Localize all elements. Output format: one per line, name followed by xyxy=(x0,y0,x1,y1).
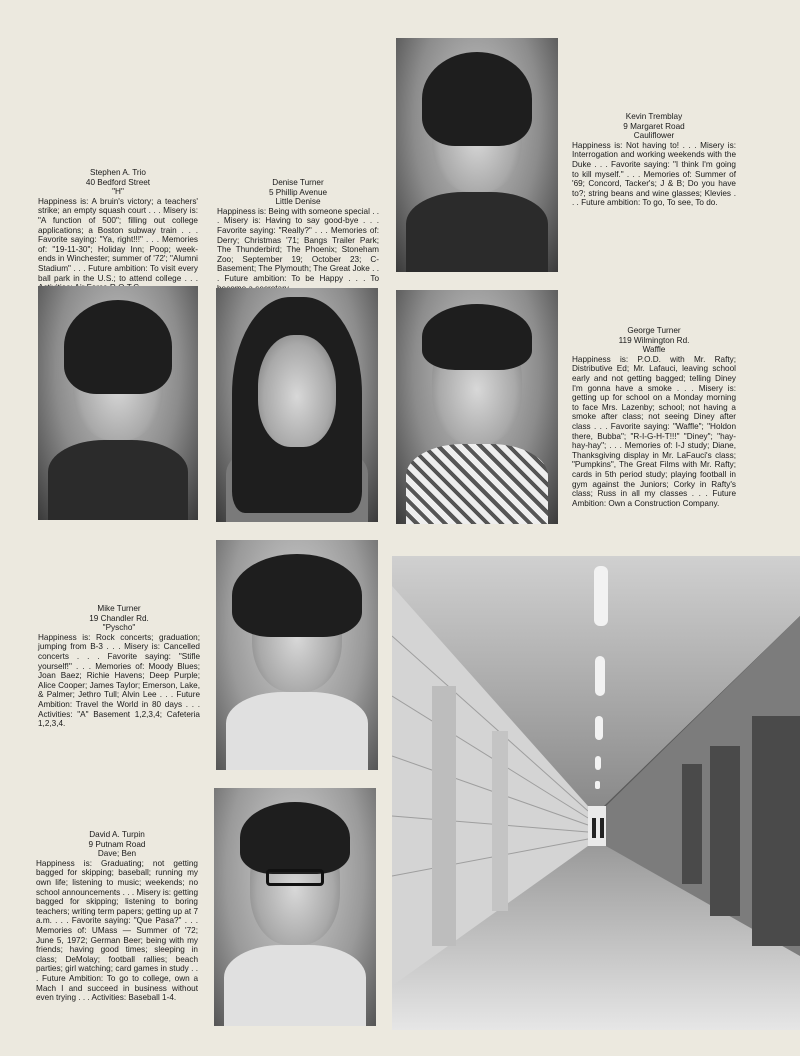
portrait-kevin-tremblay xyxy=(396,38,558,272)
student-bio-denise xyxy=(217,178,379,293)
student-address: 9 Margaret Road xyxy=(623,121,685,131)
student-nickname: Cauliflower xyxy=(633,131,675,141)
student-address: 119 Wilmington Rd. xyxy=(618,335,690,345)
portrait-body xyxy=(224,945,367,1026)
portrait-body xyxy=(48,440,189,520)
student-bio-text: Happiness is: A bruin's victory; a teachers' strike; an empty squash court . . . Misery is: "A function of 500"; filling out college applications; a Boston subway train . . . Favorite saying: "Ya, right!!!" . . . Memories of: "19-11-30"; Holiday Inn; Poop; week-ends in Winchester; summer of '72'; "Alumni Stadium" . . . Future ambition: To visit every ball park in the U.S.; to attend college . . . xyxy=(38,196,198,283)
student-name: George Turner xyxy=(627,326,681,335)
student-address: 9 Putnam Road xyxy=(88,839,146,849)
portrait-david-turpin xyxy=(214,788,376,1026)
portrait-stephen-trio xyxy=(38,286,198,520)
student-bio-text: Happiness is: P.O.D. with Mr. Rafty; Distributive Ed; Mr. Lafauci, leaving school early and not getting bagged; telling Diney I'm gonna have a smoke . . . Misery is: getting up for school on a Monday morning to face Mrs. Lazenby; school; not having a smoke after class; not seeing Diney after class . . . Favorite saying: "Waffle"; "Holdon there, Bubba"; "R-I-G-H-T!!!" "Diney"; "hay-hay-hay"; . . . Memories of: I-J study; Diane, Thanksgiving display in Mr. LaFauci's class; "Pumpkins", The Great Films with Mr. Rafty; cards in 5th period study; playing football in gym against the Juniors; Corky in Rafty's class; Russ in all my classes . . . Future Ambition: Own a Construction Company. xyxy=(572,354,736,508)
glasses-icon xyxy=(266,869,324,886)
student-bio-george xyxy=(572,326,736,508)
student-address: 5 Phillip Avenue xyxy=(268,187,328,197)
portrait-hair xyxy=(422,304,532,370)
portrait-body xyxy=(406,192,549,272)
student-address: 40 Bedford Street xyxy=(85,177,151,187)
student-bio-david xyxy=(36,830,198,1003)
portrait-face xyxy=(258,335,336,447)
student-bio-trio xyxy=(38,168,198,293)
student-name: David A. Turpin xyxy=(89,830,145,839)
student-bio-mike xyxy=(38,604,200,729)
student-name: Stephen A. Trio xyxy=(90,168,146,177)
student-bio-kevin xyxy=(572,112,736,208)
student-nickname: Waffle xyxy=(642,345,666,355)
portrait-denise-turner xyxy=(216,288,378,522)
school-hallway-photo xyxy=(392,556,800,1030)
portrait-hair xyxy=(422,52,532,146)
student-nickname: Little Denise xyxy=(275,197,321,207)
portrait-george-turner xyxy=(396,290,558,524)
portrait-hair xyxy=(240,802,350,873)
student-name: Mike Turner xyxy=(97,604,141,613)
student-nickname: "H" xyxy=(112,187,124,197)
student-bio-text: Happiness is: Being with someone special . . . Misery is: Having to say good-bye . . . Favorite saying: "Really?" . . . Memories of: Derry; Christmas '71; Bangs Trailer Park; The Thunderbird; The Phoenix; Stoneham Zoo; September 19; October 23; C-Basement; The Plymouth; The Great Joke . . . Future ambition: To be Happy . . . To xyxy=(217,206,380,283)
student-name: Kevin Tremblay xyxy=(625,112,683,121)
hallway-illustration xyxy=(392,556,800,1030)
portrait-body xyxy=(226,692,369,770)
portrait-body xyxy=(406,444,549,524)
student-bio-text: Happiness is: Not having to! . . . Misery is: Interrogation and working weekends with the Duke . . . Favorite saying: "I think I'm going to kill myself." . . . Memories of: Summer of '69; Concord, Tacker's; J & B; Do you have to?; string beans and wine glasses; Klevies . . . Future ambition: To go, To see, To do. xyxy=(572,140,736,208)
student-bio-text: Happiness is: Graduating; not getting bagged for skipping; baseball; running my own life; listening to music; weekends; no school announcements . . . Misery is: getting bagged for skipping; listening to boring teachers; writing term papers; getting up at 7 a.m. . . . Favorite saying: "Que Pasa?" . . . Memories of: UMass — Summer of '72; June 5, 1972; German Beer; being with my friends; having good times; sleeping in class; DeMolay; football rallies; beach parties; girl watching; card games in study . . . Future Ambition: To go to college, own a Mach I and succeed in business without even trying . . . Activities: Baseball 1-4. xyxy=(36,858,199,1003)
portrait-hair xyxy=(64,300,173,394)
student-address: 19 Chandler Rd. xyxy=(89,613,149,623)
portrait-mike-turner xyxy=(216,540,378,770)
portrait-hair xyxy=(232,554,362,637)
student-nickname: Dave; Ben xyxy=(97,849,137,859)
student-nickname: "Pyscho" xyxy=(102,623,136,633)
student-bio-text: Happiness is: Rock concerts; graduation; jumping from B-3 . . . Misery is: Cancelled concerts . . . Favorite saying: "Stifle yourself!" . . . Memories of: Moody Blues; Joan Baez; Richie Havens; Deep Purple; Alice Cooper; James Taylor; Emerson, Lake, & Palmer; Jethro Tull; Alvin Lee . . . Future Ambition: Travel the World in 80 days . . . Activities: "A" Basement 1,2,3,4; Cafeteria 1,2,3,4. xyxy=(38,632,200,729)
student-name: Denise Turner xyxy=(272,178,324,187)
